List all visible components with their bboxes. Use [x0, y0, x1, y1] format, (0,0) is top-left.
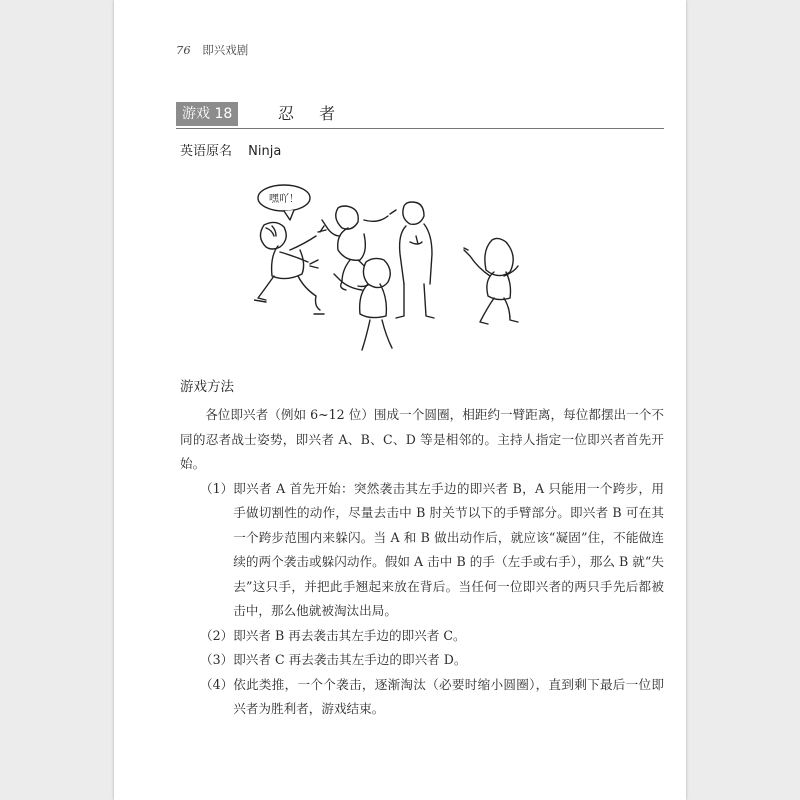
game-number-badge: 游戏 18: [176, 102, 238, 126]
ninja-figure-3: [396, 202, 434, 318]
ninja-figure-4: [334, 258, 392, 350]
speech-bubble-text: 嘿吖！: [269, 194, 299, 205]
item-label: （2）: [200, 627, 234, 643]
ninja-game-illustration: [254, 180, 584, 360]
running-head: [176, 42, 248, 58]
method-item-2: [180, 624, 664, 649]
item-label: （1）: [200, 480, 234, 496]
ninja-figure-5: [464, 238, 518, 324]
book-page: [114, 0, 686, 800]
method-item-1: [180, 477, 664, 624]
item-text: 即兴者 A 首先开始：突然袭击其左手边的即兴者 B，A 只能用一个跨步，用手做切割性的动作，尽量去击中 B 肘关节以下的手臂部分。即兴者 B 可在其一个跨步范围内来躲闪。当 A 和 B 做出动作后，就应该“凝固”住，不能做连续的两个袭击或躲闪动作。假如 A 击中 B 的手（左手或右手），那么 B 就“失去”这只手，并把此手翘起来放在背后。当任何一位即兴者的两只手先后都被击中，那么他就被淘汰出局。: [233, 480, 664, 618]
game-name: 忍 者: [278, 104, 346, 123]
page-number: 76: [176, 43, 191, 57]
method-item-4: [180, 673, 664, 722]
method-heading: 游戏方法: [180, 379, 234, 395]
item-label: （3）: [200, 652, 234, 667]
item-text: 依此类推，一个个袭击，逐渐淘汰（必要时缩小圆圈），直到剩下最后一位即兴者为胜利者，游戏结束。: [233, 676, 664, 716]
method-body: [180, 403, 664, 722]
game-title-bar: [176, 102, 664, 129]
original-name-label: 英语原名: [180, 144, 233, 159]
item-label: （4）: [200, 676, 234, 692]
ninja-figure-1: [254, 222, 326, 314]
method-item-3: [180, 648, 664, 673]
original-name-line: [180, 140, 281, 159]
method-intro: 各位即兴者（例如 6~12 位）围成一个圆圈，相距约一臂距离，每位都摆出一个不同的忍者战士姿势，即兴者 A、B、C、D 等是相邻的。主持人指定一位即兴者首先开始。: [180, 407, 664, 471]
item-text: 即兴者 B 再去袭击其左手边的即兴者 C。: [233, 627, 466, 643]
chapter-title: 即兴戏剧: [202, 43, 249, 57]
item-text: 即兴者 C 再去袭击其左手边的即兴者 D。: [233, 652, 467, 667]
original-name-value: Ninja: [248, 144, 282, 159]
